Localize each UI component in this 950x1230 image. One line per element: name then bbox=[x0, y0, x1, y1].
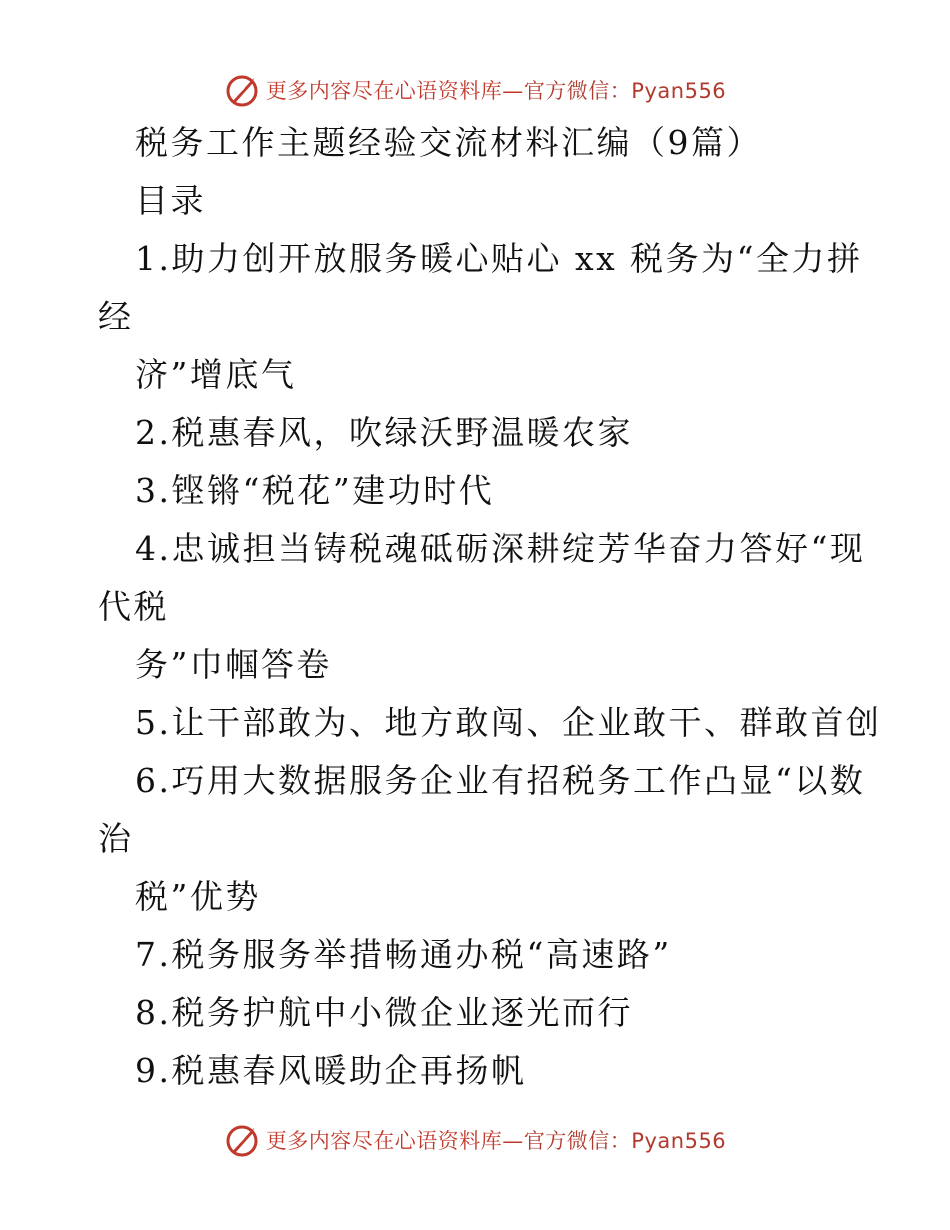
toc-line: 务”巾帼答卷 bbox=[135, 645, 332, 684]
toc-line: 7.税务服务举措畅通办税“高速路” bbox=[135, 935, 672, 974]
toc-line: 4.忠诚担当铸税魂砥砺深耕绽芳华奋力答好“现 bbox=[135, 529, 866, 568]
quill-circle-logo-icon bbox=[224, 1122, 260, 1158]
toc-line: 经 bbox=[98, 297, 134, 336]
toc-line: 9.税惠春风暖助企再扬帆 bbox=[135, 1051, 527, 1090]
watermark-left-text: 更多内容尽在心语资料库— bbox=[265, 79, 524, 103]
toc-line: 2.税惠春风，吹绿沃野温暖农家 bbox=[135, 413, 633, 452]
toc-line: 8.税务护航中小微企业逐光而行 bbox=[135, 993, 633, 1032]
watermark-text bbox=[266, 75, 726, 105]
toc-line: 5.让干部敢为、地方敢闯、企业敢干、群敢首创 bbox=[135, 703, 882, 742]
toc-line: 税”优势 bbox=[135, 877, 261, 916]
watermark-banner-top bbox=[0, 70, 950, 110]
watermark-right-text: 官方微信：Pyan556 bbox=[523, 79, 727, 103]
quill-circle-logo-icon bbox=[224, 72, 260, 108]
toc-line: 治 bbox=[98, 819, 134, 858]
toc-line: 济”增底气 bbox=[135, 355, 297, 394]
toc-line: 3.铿锵“税花”建功时代 bbox=[135, 471, 495, 510]
document-title: 税务工作主题经验交流材料汇编（9篇） bbox=[135, 123, 762, 162]
watermark-right-text: 官方微信：Pyan556 bbox=[523, 1129, 727, 1153]
watermark-left-text: 更多内容尽在心语资料库— bbox=[265, 1129, 524, 1153]
toc-line: 6.巧用大数据服务企业有招税务工作凸显“以数 bbox=[135, 761, 866, 800]
toc-heading: 目录 bbox=[135, 181, 206, 220]
toc-line: 1.助力创开放服务暖心贴心 xx 税务为“全力拼 bbox=[135, 239, 863, 278]
watermark-text bbox=[266, 1125, 726, 1155]
toc-line: 代税 bbox=[98, 587, 169, 626]
watermark-banner-bottom bbox=[0, 1120, 950, 1160]
